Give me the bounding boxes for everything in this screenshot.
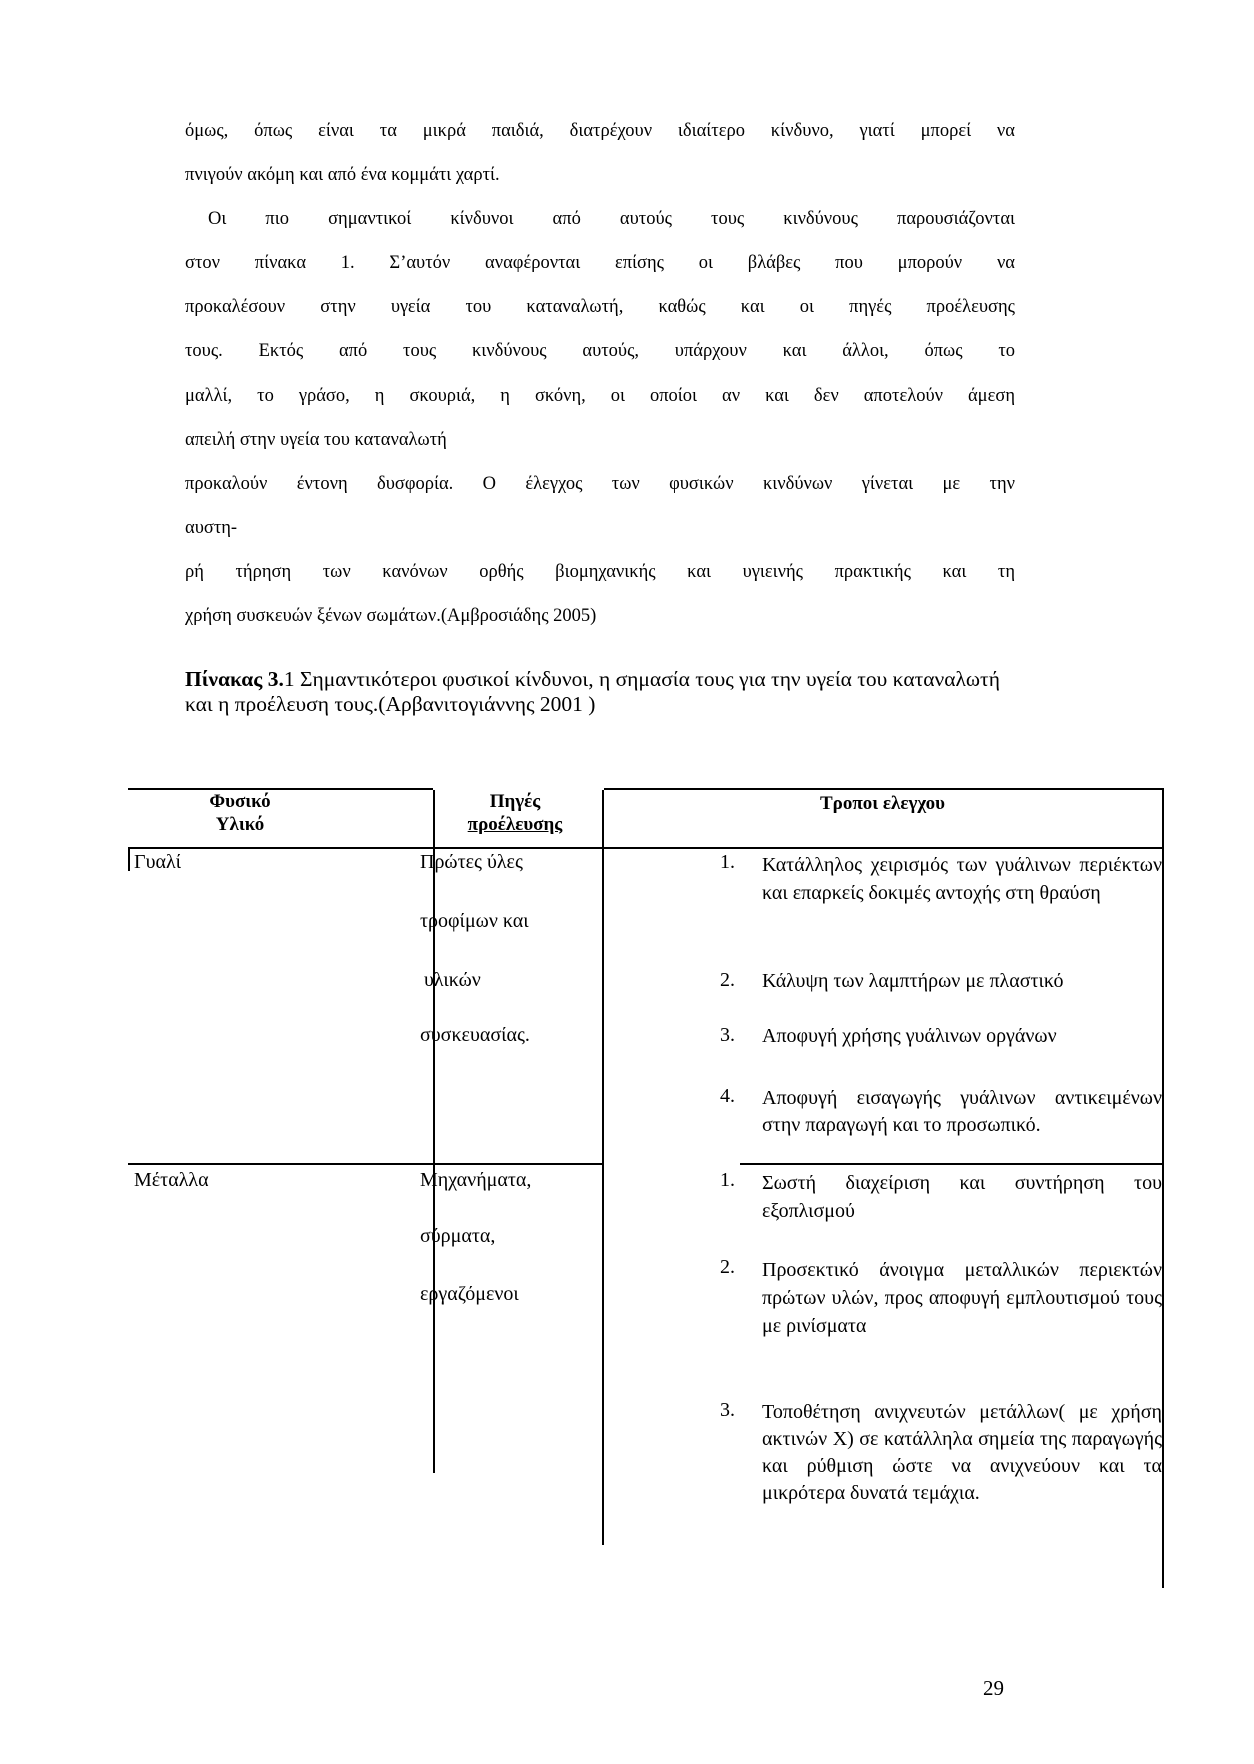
- cell-material: Γυαλί: [134, 851, 182, 873]
- header-source: [440, 790, 590, 836]
- table-border: [433, 790, 435, 1473]
- control-item: Κατάλληλος χειρισμός των γυάλινων περιέκτων και επαρκείς δοκιμές αντοχής στη θραύση: [762, 854, 1162, 904]
- control-number: 2.: [720, 1256, 735, 1278]
- cell-source-line: συσκευασίας.: [420, 1024, 530, 1046]
- control-number: 1.: [720, 1169, 735, 1191]
- header-control: [760, 792, 1160, 815]
- table-border: [1162, 788, 1164, 1588]
- paragraph-line: τους. Εκτός από τους κινδύνους αυτούς, υπάρχουν και άλλοι, όπως το: [185, 341, 1015, 361]
- paragraph-line: προκαλέσουν στην υγεία του καταναλωτή, καθώς και οι πηγές προέλευσης: [185, 297, 1015, 317]
- header-material: [130, 790, 350, 836]
- table-border: [128, 1163, 433, 1165]
- header-control-label: Τροποι ελεγχου: [820, 793, 945, 814]
- table-border: [740, 1163, 1162, 1165]
- paragraph-line: όμως, όπως είναι τα μικρά παιδιά, διατρέχουν ιδιαίτερο κίνδυνο, γιατί μπορεί να: [185, 121, 1015, 141]
- paragraph-line: μαλλί, το γράσο, η σκουριά, η σκόνη, οι οποίοι αν και δεν αποτελούν άμεση: [185, 386, 1015, 406]
- cell-source-line: Πρώτες ύλες: [420, 851, 523, 873]
- control-item: Κάλυψη των λαμπτήρων με πλαστικό: [762, 970, 1064, 992]
- header-material-line1: Φυσικό: [209, 791, 271, 812]
- control-number: 3.: [720, 1024, 735, 1046]
- paragraph-line: προκαλούν έντονη δυσφορία. Ο έλεγχος των φυσικών κινδύνων γίνεται με την: [185, 474, 1015, 494]
- control-item: Αποφυγή εισαγωγής γυάλινων αντικειμένων στην παραγωγή και το προσωπικό.: [762, 1087, 1162, 1136]
- table-border: [128, 847, 130, 871]
- paragraph-line: στον πίνακα 1. Σ’αυτόν αναφέρονται επίσης οι βλάβες που μπορούν να: [185, 253, 1015, 273]
- cell-source-line: τροφίμων και: [420, 910, 529, 932]
- cell-source-line: υλικών: [424, 969, 481, 991]
- control-item: Αποφυγή χρήσης γυάλινων οργάνων: [762, 1025, 1057, 1047]
- cell-source-line: εργαζόμενοι: [420, 1283, 519, 1305]
- control-item: Σωστή διαχείριση και συντήρηση του εξοπλισμού: [762, 1172, 1162, 1222]
- caption-text: 1 Σημαντικότεροι φυσικοί κίνδυνοι, η σημασία τους για την υγεία του καταναλωτή και η προέλευση τους.(Αρβανιτογιάννης 2001 ): [185, 667, 1000, 716]
- paragraph-line: χρήση συσκευών ξένων σωμάτων.(Αμβροσιάδης 2005): [185, 606, 597, 626]
- cell-source-line: Μηχανήματα,: [420, 1169, 532, 1191]
- page-number: 29: [983, 1676, 1004, 1700]
- paragraph-line: ρή τήρηση των κανόνων ορθής βιομηχανικής και υγιεινής πρακτικής και τη: [185, 562, 1015, 582]
- control-item: Προσεκτικό άνοιγμα μεταλλικών περιεκτών πρώτων υλών, προς αποφυγή εμπλουτισμού τους με ρινίσματα: [762, 1259, 1162, 1337]
- header-material-line2: Υλικό: [215, 814, 265, 835]
- control-number: 3.: [720, 1399, 735, 1421]
- cell-source-line: σύρματα,: [420, 1225, 496, 1247]
- header-source-line2: προέλευσης: [467, 814, 563, 835]
- table-border: [128, 847, 1164, 849]
- control-number: 2.: [720, 969, 735, 991]
- header-source-line1: Πηγές: [489, 791, 541, 812]
- control-number: 4.: [720, 1085, 735, 1107]
- cell-material: Μέταλλα: [134, 1169, 209, 1191]
- table-border: [604, 788, 1164, 790]
- caption-label: Πίνακας 3.: [185, 667, 284, 691]
- paragraph-line: αυστη-: [185, 518, 238, 538]
- paragraph-line: Οι πιο σημαντικοί κίνδυνοι από αυτούς τους κινδύνους παρουσιάζονται: [208, 209, 1015, 229]
- paragraph-line: απειλή στην υγεία του καταναλωτή: [185, 430, 447, 450]
- table-caption: [185, 667, 1015, 717]
- table-border: [435, 1163, 602, 1165]
- control-item: Τοποθέτηση ανιχνευτών μετάλλων( με χρήση ακτινών Χ) σε κατάλληλα σημεία της παραγωγής και ρύθμιση ώστε να ανιχνεύουν και τα μικρότερα δυνατά τεμάχια.: [762, 1401, 1162, 1504]
- paragraph-line: πνιγούν ακόμη και από ένα κομμάτι χαρτί.: [185, 165, 500, 185]
- table-border: [602, 790, 604, 1545]
- control-number: 1.: [720, 851, 735, 873]
